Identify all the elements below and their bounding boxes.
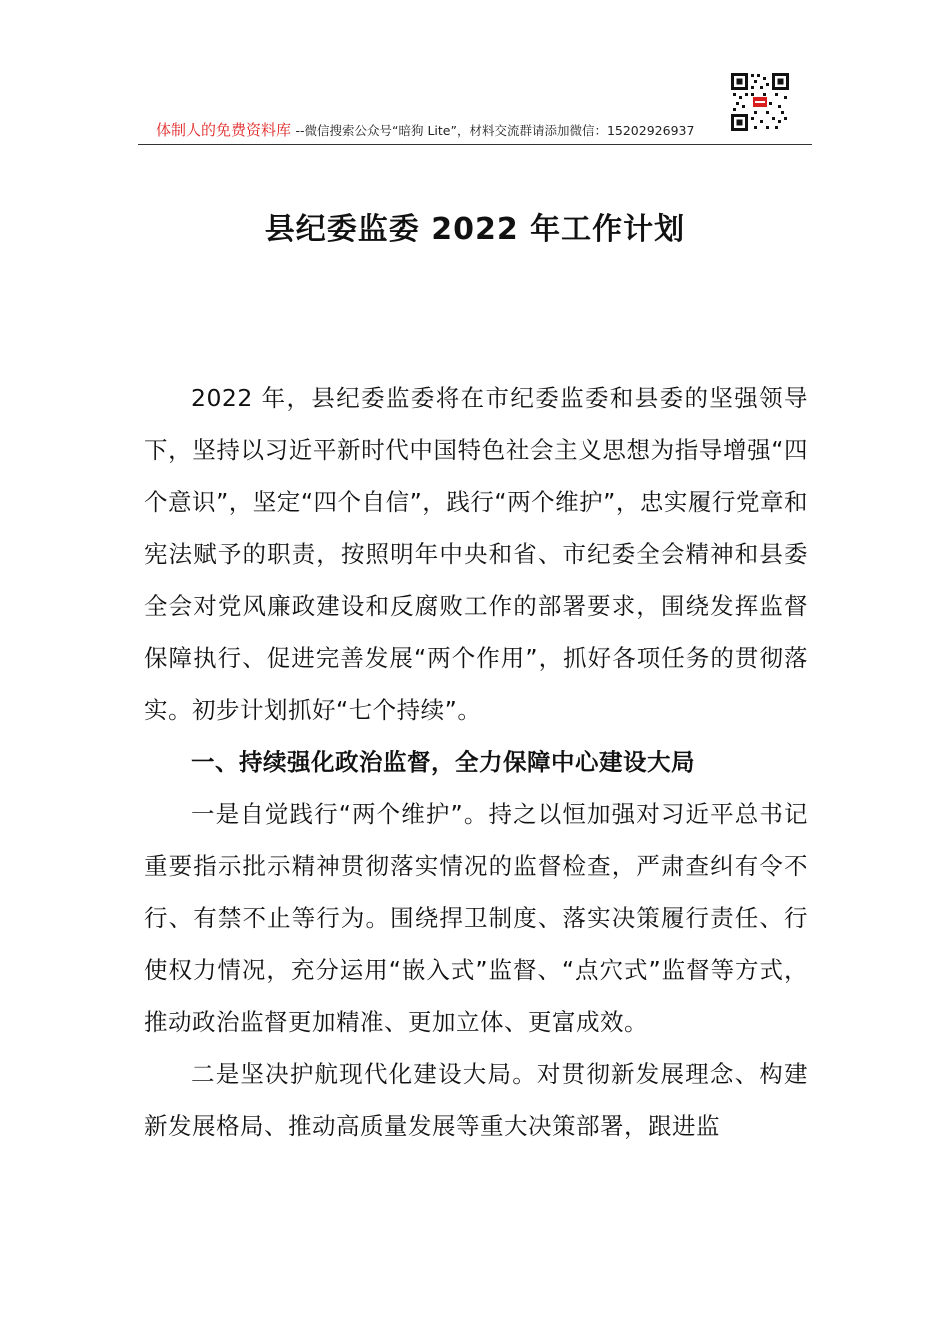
section-heading: 一、持续强化政治监督，全力保障中心建设大局 xyxy=(191,748,695,776)
paragraph-item-1: 一是自觉践行“两个维护”。持之以恒加强对习近平总书记重要指示批示精神贯彻落实情况的监督检查，严肃查纠有令不行、有禁不止等行为。围绕捍卫制度、落实决策履行责任、行使权力情况，充分运用“嵌入式”监督、“点穴式”监督等方式，推动政治监督更加精准、更加立体、更富成效。 xyxy=(144,800,808,1036)
header-tagline: --微信搜索公众号“暗狗 Lite”，材料交流群请添加微信：15202926937 xyxy=(295,123,695,138)
document-body xyxy=(144,372,808,1152)
page-header xyxy=(138,66,812,146)
paragraph-item-2: 二是坚决护航现代化建设大局。对贯彻新发展理念、构建新发展格局、推动高质量发展等重大决策部署，跟进监 xyxy=(144,1060,808,1140)
header-divider xyxy=(138,144,812,145)
paragraph-intro: 2022 年，县纪委监委将在市纪委监委和县委的坚强领导下，坚持以习近平新时代中国特色社会主义思想为指导增强“四个意识”，坚定“四个自信”，践行“两个维护”，忠实履行党章和宪法赋予的职责，按照明年中央和省、市纪委全会精神和县委全会对党风廉政建设和反腐败工作的部署要求，围绕发挥监督保障执行、促进完善发展“两个作用”，抓好各项任务的贯彻落实。初步计划抓好“七个持续”。 xyxy=(144,384,808,724)
document-title: 县纪委监委 2022 年工作计划 xyxy=(264,212,686,247)
header-line xyxy=(156,120,694,141)
brand-name: 体制人的免费资料库 xyxy=(156,121,292,139)
qr-code-icon xyxy=(730,72,790,132)
